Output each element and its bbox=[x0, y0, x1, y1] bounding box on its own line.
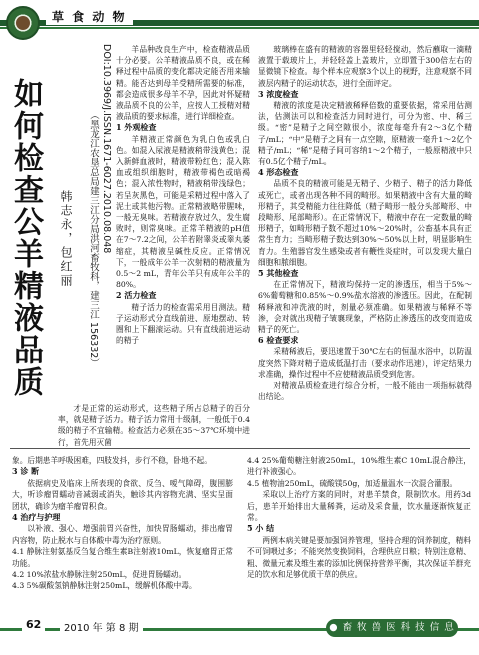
prior-article-column-left bbox=[12, 455, 233, 592]
issue-label: 2010 年 第 8 期 bbox=[60, 619, 143, 634]
body-column-1 bbox=[116, 44, 250, 405]
paragraph: 精子活力的检查需采用目测法。精子运动形式分直线前进、原地摆动、转圈和上下翻滚运动。只有直线前进运动的精子 bbox=[116, 302, 250, 346]
paragraph: 采取以上治疗方案的同时，对患羊禁食，限制饮水。用药3d后，患羊开始排出大量稀粪，运动及采食量，饮水量逐渐恢复正常。 bbox=[247, 490, 471, 523]
article-author: 韩志永，包红丽 bbox=[59, 190, 73, 288]
paragraph: 4.3 5%碳酸氢钠静脉注射250mL，缓解机体酸中毒。 bbox=[12, 581, 197, 591]
section-heading: 4 形态检查 bbox=[258, 167, 299, 178]
paragraph: 两例本病关键是要加强饲养管理，坚持合理的饲养制度，精料不可饲喂过多；不能突然变换饲料，合理供应日粮；特别注意精、粗、微量元素及维生素的添加比例保持营养平衡，其次保证羊群充足的饮水和足够优质干草的供应。 bbox=[247, 535, 471, 580]
paragraph: 以补液、强心、增强前胃兴奋性，加快胃肠蠕动，排出瘤胃内容物，防止脱水与自体酸中毒为治疗原则。 bbox=[12, 524, 233, 545]
paragraph: 4.4 25%葡萄糖注射液250mL，10%维生素C 10mL混合静注，进行补液强心。 bbox=[247, 456, 471, 477]
paragraph: 精液的浓度是决定精液稀释倍数的重要依据，常采用估测法，估测法可以和检查活力同时进行，可分为密、中、稀三级。“密”是精子之间空隙很小，浓度每毫升有2～3亿个精子/mL；“中”是精子之间有一点空隙，原精液一毫升1～2亿个精子/mL；“稀”是精子间可容纳1～2个精子，一般原精液中只有0.5亿个精子/mL。 bbox=[258, 101, 472, 167]
header-bar bbox=[0, 0, 479, 44]
paragraph: 在正常情况下，精液均保持一定的渗透压，相当于5%～6%葡萄糖和0.85%～0.9%盐水溶液的渗透压。因此，在配制稀释液和冲洗液的时，剂量必须准确。如果精液与稀释不等渗，会对就出现精子皱襄现象，严格防止渗透压的改变而造成精子的死亡。 bbox=[258, 280, 472, 335]
paragraph: 4.2 10%浓盐水静脉注射250mL，促进胃肠蠕动。 bbox=[12, 570, 187, 580]
section-heading: 6 检查要求 bbox=[258, 335, 299, 346]
paragraph: 依据病史及临床上所表现的食欲、反刍、嗳气障碍，腹围膨大，听诊瘤胃蠕动音减弱或消失，触诊其内容物充满、坚实呈面团状，确诊为瘤羊瘤胃积食。 bbox=[12, 478, 233, 511]
paragraph: 才是正常的运动形式，这些精子所占总精子的百分率，就是精子活力。精子活力常用十级制，一般低于0.4级的精子不宜输精。检查活力必须在35～37℃环境中进行，首先用灭菌 bbox=[58, 404, 250, 447]
section-heading: 2 活力检查 bbox=[116, 290, 157, 301]
author-affiliation: （黑龙江农垦总局建三江分局洪河畜牧科，建三江 156332） bbox=[88, 110, 99, 368]
article-title: 如何检查公羊精液品质 bbox=[8, 78, 43, 398]
paragraph: 4.5 植物油250mL，硫酸镁50g，加适量温水一次混合灌服。 bbox=[247, 478, 458, 488]
article-doi: DOI:10.3969/J.ISSN.1671-6027.2010.08.048 bbox=[101, 44, 112, 254]
section-title: 草 食 动 物 bbox=[46, 8, 133, 25]
section-heading: 1 外观检查 bbox=[116, 122, 157, 133]
paragraph: 玻璃棒在盛有的精液的容器里轻轻搅动，然后蘸取一滴精液置于载玻片上，并轻轻盖上盖玻片，立即置于300倍左右的显微镜下检查。每个样本应观察3个以上的视野，注意观察不同液层内精子的运动状态，进行全面评定。 bbox=[258, 45, 472, 88]
page-footer bbox=[0, 610, 479, 649]
section-divider bbox=[10, 448, 470, 449]
prior-article-column-right bbox=[247, 455, 471, 580]
section-heading: 5 小 结 bbox=[247, 523, 275, 534]
paragraph: 象。后期患羊呼吸困难，四肢发抖，步行不稳，卧地不起。 bbox=[12, 456, 212, 465]
journal-logo-icon bbox=[6, 6, 40, 40]
paragraph: 4.1 静脉注射氨基反刍复合维生素B注射液10mL，恢复瘤胃正常功能。 bbox=[12, 547, 233, 568]
paragraph: 羊品种改良生产中，检查精液品质十分必要。公羊精液品质不良，或在稀释过程中品质的变化都决定能否用来输精。能否达到母羊受精所需要的标准，都会造成很多母羊不孕，因此对怀疑精液品质不良的公羊，应按人工授精对精液品质的要求标准，进行详细检查。 bbox=[116, 45, 250, 122]
journal-name-badge: ● 畜 牧 兽 医 科 技 信 息 ● bbox=[326, 619, 458, 637]
section-heading: 3 浓度检查 bbox=[258, 88, 299, 99]
body-continuation bbox=[58, 403, 250, 448]
section-heading: 5 其他检查 bbox=[258, 268, 299, 279]
header-stripe-thin bbox=[0, 27, 479, 29]
paragraph: 对精液品质检查进行综合分析，一般不能由一项指标就得出结论。 bbox=[258, 381, 472, 402]
paragraph: 羊精液正常颜色为乳白色或乳白色。如混入尿液是精液稍带浅黄色；混入新鲜血液时，精液带粉红色；混入陈血或组织细胞时，精液带褐色或暗褐色；混入浓性物时，精液稍带浅绿色；若呈灰黑色，可能是采精过程中落入了泥土或其他污物。正常精液略带腥味，一般无臭味。若精液存放过久，发生腐败时，则常臭味。正常羊精液的pH值在7～7.2之间，公羊若附睾炎或睾丸萎缩症，其精液呈碱性反应。正常情况下，一般成年公羊一次射精的精液量为0.5～2 mL，青年公羊只有成年公羊的80%。 bbox=[116, 134, 250, 290]
body-column-2 bbox=[258, 44, 472, 454]
paragraph: 采精稀液后，要迅速置于30℃左右的恒温水浴中，以防温度突然下降对精子造成低温打击（要求动作迅速），评定结果力求准确，操作过程中不应使精液品质受到危害。 bbox=[258, 347, 472, 379]
paragraph: 品质不良的精液可能是无精子、少精子、精子的活力降低或死亡，或者出现各种不同的畸形。如果精液中含有大量的畸形精子，其受精能力往往降低（精子畸形一般分头部畸形、中段畸形、尾部畸形）。在正常情况下，精液中存在一定数量的畸形精子，如畸形精子数不超过10%～20%时，公畜基本具有正常生育力；当畸形精子数达到30%～50%以上时，明显影响生育力。生殖器官发生感染或者有鞭性炎症时，可以发现大量白细胞和脓细胞。 bbox=[258, 179, 472, 267]
section-heading: 3 诊 断 bbox=[12, 466, 40, 477]
page-number: 62 bbox=[22, 618, 45, 631]
section-heading: 4 治疗与护理 bbox=[12, 512, 61, 523]
